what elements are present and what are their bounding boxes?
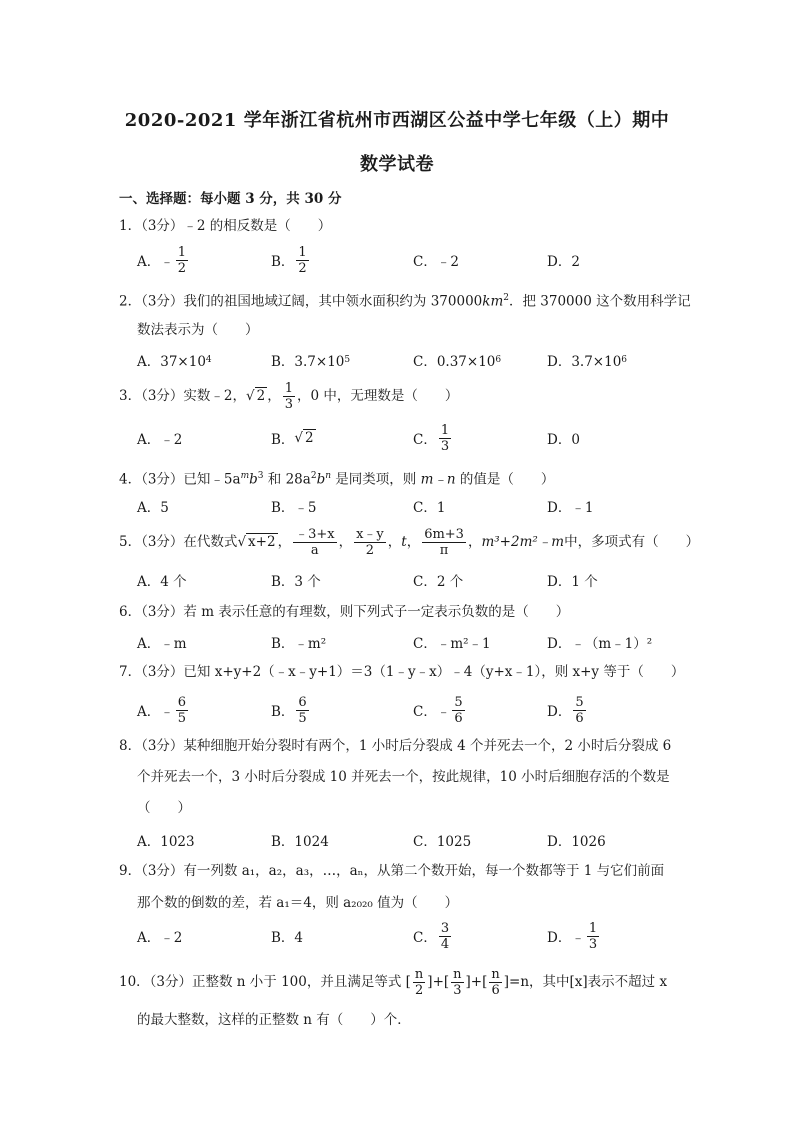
q5-option-b[interactable]: B．3 个 — [271, 574, 321, 590]
q9-option-c[interactable]: C． $\frac{3}{4}$ — [413, 920, 450, 952]
q4-option-b[interactable]: B．﹣5 — [271, 500, 317, 516]
q3-option-c[interactable]: C． $\frac{1}{3}$ — [413, 422, 450, 454]
fraction: $\frac{6m+3}{\pi}$ — [424, 526, 464, 558]
question-7-options — [137, 690, 697, 730]
section-heading-choice: 一、选择题：每小题 3 分，共 30 分 — [119, 191, 342, 207]
question-5-text: 5．（3分）在代数式 √ x+2 ， $\frac{﹣3+x}{a}$ ， $\frac{x﹣y}{2}$ ， t ， $\frac{6m+3}{\pi}$ ， m³+2m²﹣m 中，多项式有（ ） — [119, 526, 700, 558]
q2-option-b[interactable]: B．3.7×10 5 — [271, 354, 351, 370]
q6-option-d[interactable]: D．﹣（m﹣1）² — [547, 636, 653, 652]
question-3-text: 3．（3分）实数﹣2， √ 2 ， $\frac{1}{3}$ ，0 中，无理数是（ ） — [119, 380, 459, 412]
question-6-text: 6．（3分）若 m 表示任意的有理数，则下列式子一定表示负数的是（ ） — [119, 604, 570, 620]
question-8-options — [137, 820, 697, 860]
sqrt-expression: √ 2 — [294, 430, 314, 446]
q7-option-d[interactable]: D． $\frac{5}{6}$ — [547, 694, 584, 726]
question-9-text: 9．（3分）有一列数 a₁，a₂，a₃，…，aₙ，从第二个数开始，每一个数都等于 1 与它们前面 — [119, 863, 665, 879]
question-2-text: 2．（3分）我们的祖国地域辽阔，其中领水面积约为 $370000km^2$．把 370000 这个数用科学记 — [119, 293, 691, 310]
fraction: $\frac{n}{2}$ — [414, 966, 424, 998]
sqrt-expression: √ x+2 — [237, 534, 276, 550]
q1-option-c[interactable]: C．﹣2 — [413, 254, 459, 270]
fraction: $\frac{5}{6}$ — [454, 694, 463, 726]
fraction: $\frac{1}{2}$ — [177, 244, 187, 276]
fraction: $\frac{1}{2}$ — [298, 244, 307, 276]
q5-option-d[interactable]: D．1 个 — [547, 574, 598, 590]
q9-option-b[interactable]: B．4 — [271, 930, 304, 946]
fraction: $\frac{1}{3}$ — [284, 380, 294, 412]
q8-option-a[interactable]: A．1023 — [137, 834, 195, 850]
fraction: $\frac{6}{5}$ — [177, 694, 187, 726]
fraction: $\frac{x﹣y}{2}$ — [356, 526, 384, 558]
q7-option-b[interactable]: B． $\frac{6}{5}$ — [271, 694, 307, 726]
q6-option-b[interactable]: B．﹣m² — [271, 636, 327, 652]
q1-option-a[interactable]: A．﹣ $\frac{1}{2}$ — [137, 244, 187, 276]
q9-option-a[interactable]: A．﹣2 — [137, 930, 183, 946]
q2-option-c[interactable]: C．0.37×10 6 — [413, 354, 502, 370]
q8-option-d[interactable]: D．1026 — [547, 834, 606, 850]
q4-option-c[interactable]: C．1 — [413, 500, 446, 516]
fraction: $\frac{6}{5}$ — [298, 694, 307, 726]
q7-option-a[interactable]: A．﹣ $\frac{6}{5}$ — [137, 694, 187, 726]
fraction: $\frac{5}{6}$ — [575, 694, 584, 726]
question-4-options — [137, 486, 697, 526]
question-8-text: 8．（3分）某种细胞开始分裂时有两个，1 小时后分裂成 4 个并死去一个，2 小时后分裂成 6 — [119, 738, 672, 754]
fraction: $\frac{n}{3}$ — [453, 966, 462, 998]
q9-option-d[interactable]: D．﹣ $\frac{1}{3}$ — [547, 920, 598, 952]
question-2-options — [137, 340, 697, 380]
question-1-text: 1．（3分）﹣2 的相反数是（ ） — [119, 218, 332, 234]
exam-title-line2: 数学试卷 — [360, 154, 434, 175]
q3-option-a[interactable]: A．﹣2 — [137, 432, 183, 448]
q2-option-d[interactable]: D．3.7×10 6 — [547, 354, 628, 370]
fraction: $\frac{1}{3}$ — [440, 422, 450, 454]
q5-option-c[interactable]: C．2 个 — [413, 574, 464, 590]
q7-option-c[interactable]: C．﹣ $\frac{5}{6}$ — [413, 694, 463, 726]
exam-title-line1: 2020-2021 学年浙江省杭州市西湖区公益中学七年级（上）期中 — [124, 110, 670, 131]
question-1-options — [137, 240, 697, 280]
fraction: $\frac{3}{4}$ — [440, 920, 450, 952]
question-9-options — [137, 916, 697, 956]
q8-option-b[interactable]: B．1024 — [271, 834, 329, 850]
q3-option-b[interactable]: B． √ 2 — [271, 430, 314, 448]
q4-option-d[interactable]: D．﹣1 — [547, 500, 594, 516]
question-9-text-cont: 那个数的倒数的差，若 a₁＝4，则 a₂₀₂₀ 值为（ ） — [137, 895, 459, 911]
sqrt-expression: √ 2 — [246, 388, 266, 404]
q5-option-a[interactable]: A．4 个 — [137, 574, 187, 590]
q1-option-b[interactable]: B． $\frac{1}{2}$ — [271, 244, 307, 276]
question-10-text: 10．（3分）正整数 n 小于 100，并且满足等式 [ $\frac{n}{2}$ ]+[ $\frac{n}{3}$ ]+[ $\frac{n}{6}$ ]=n，其中[x]表示不超过 x — [119, 966, 668, 998]
question-5-options — [137, 560, 697, 600]
question-7-text: 7．（3分）已知 x+y+2（﹣x﹣y+1）＝3（1﹣y﹣x）﹣4（y+x﹣1），则 x+y 等于（ ） — [119, 664, 685, 680]
fraction: $\frac{n}{6}$ — [491, 966, 500, 998]
q3-option-d[interactable]: D．0 — [547, 432, 580, 448]
question-8-text-cont2: （ ） — [137, 800, 191, 816]
q1-option-d[interactable]: D．2 — [547, 254, 580, 270]
q6-option-a[interactable]: A．﹣m — [137, 636, 187, 652]
question-8-text-cont: 个并死去一个，3 小时后分裂成 10 并死去一个，按此规律，10 小时后细胞存活的个数是 — [137, 769, 670, 785]
question-4-text: 4．（3分）已知$﹣5a^mb^3$ 和 $28a^2b^n$ 是同类项，则 m﹣n 的值是（ ） — [119, 471, 555, 488]
q6-option-c[interactable]: C．﹣m²﹣1 — [413, 636, 491, 652]
question-2-text-cont: 数法表示为（ ） — [137, 322, 259, 338]
fraction: $\frac{﹣3+x}{a}$ — [295, 526, 335, 558]
question-3-options — [137, 418, 697, 458]
fraction: $\frac{1}{3}$ — [588, 920, 598, 952]
q2-option-a[interactable]: A．37×10 4 — [137, 354, 212, 370]
question-6-options — [137, 622, 697, 662]
q4-option-a[interactable]: A．5 — [137, 500, 169, 516]
q8-option-c[interactable]: C．1025 — [413, 834, 472, 850]
question-10-text-cont: 的最大整数，这样的正整数 n 有（ ）个． — [137, 1012, 411, 1028]
